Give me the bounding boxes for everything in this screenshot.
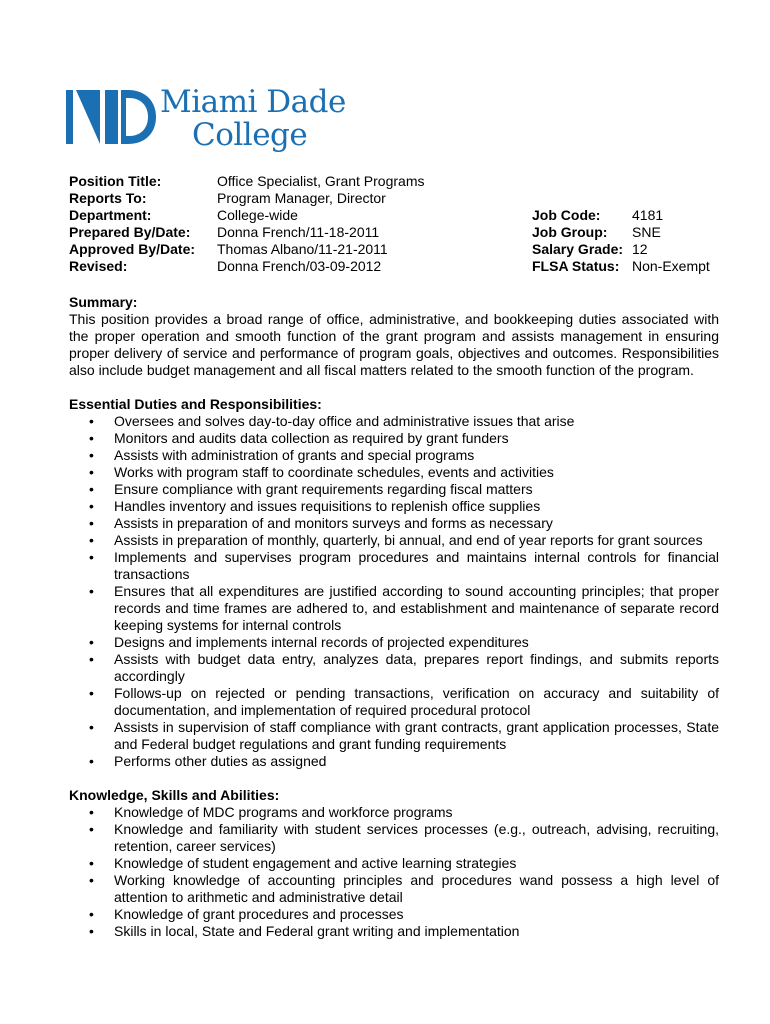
list-item: • Assists in preparation of monthly, quarterly, bi annual, and end of year reports for grant sources: [69, 532, 719, 549]
logo-line-2: College: [192, 117, 308, 153]
list-item: • Knowledge of MDC programs and workforce programs: [69, 804, 719, 821]
meta-value: Thomas Albano/11-21-2011: [217, 241, 388, 257]
ksa-list: [69, 804, 719, 940]
meta-label: Reports To:: [69, 190, 147, 206]
meta-row: [69, 241, 424, 258]
list-item: • Assists in preparation of and monitors surveys and forms as necessary: [69, 515, 719, 532]
list-item: • Knowledge and familiarity with student services processes (e.g., outreach, advising, recruiting, retention, career services): [69, 821, 719, 855]
list-item: • Working knowledge of accounting principles and procedures wand possess a high level of attention to arithmetic and administrative detail: [69, 872, 719, 906]
meta-label: Position Title:: [69, 173, 162, 189]
meta-row: [69, 190, 424, 207]
meta-label: Job Code:: [532, 207, 601, 223]
document-body: [69, 294, 719, 940]
list-item: • Oversees and solves day-to-day office and administrative issues that arise: [69, 413, 719, 430]
meta-row: [532, 241, 710, 258]
meta-row: [532, 207, 710, 224]
list-item: • Skills in local, State and Federal grant writing and implementation: [69, 923, 719, 940]
meta-value: Donna French/11-18-2011: [217, 224, 380, 240]
summary-heading: Summary:: [69, 294, 138, 310]
meta-row: [69, 258, 424, 275]
list-item: • Performs other duties as assigned: [69, 753, 719, 770]
duties-heading: Essential Duties and Responsibilities:: [69, 396, 322, 412]
job-details-right: [532, 207, 710, 275]
duties-list: [69, 413, 719, 770]
logo-line-1: Miami Dade: [160, 84, 346, 120]
md-logo-mark-icon: [66, 86, 156, 148]
meta-value: SNE: [632, 224, 661, 240]
meta-row: [69, 173, 424, 190]
meta-row: [69, 224, 424, 241]
list-item: • Implements and supervises program procedures and maintains internal controls for financial transactions: [69, 549, 719, 583]
meta-row: [69, 207, 424, 224]
meta-label: FLSA Status:: [532, 258, 620, 274]
meta-label: Salary Grade:: [532, 241, 624, 257]
meta-value: Office Specialist, Grant Programs: [217, 173, 425, 189]
meta-row: [532, 224, 710, 241]
list-item: • Knowledge of student engagement and active learning strategies: [69, 855, 719, 872]
list-item: • Ensure compliance with grant requirements regarding fiscal matters: [69, 481, 719, 498]
meta-label: Job Group:: [532, 224, 608, 240]
meta-value: 4181: [632, 207, 664, 223]
list-item: • Follows-up on rejected or pending transactions, verification on accuracy and suitability of documentation, and implementation of required procedural protocol: [69, 685, 719, 719]
list-item: • Works with program staff to coordinate schedules, events and activities: [69, 464, 719, 481]
meta-row: [532, 258, 710, 275]
list-item: • Handles inventory and issues requisitions to replenish office supplies: [69, 498, 719, 515]
job-details-left: [69, 173, 424, 275]
list-item: • Monitors and audits data collection as required by grant funders: [69, 430, 719, 447]
meta-label: Approved By/Date:: [69, 241, 196, 257]
meta-label: Department:: [69, 207, 152, 223]
list-item: • Designs and implements internal records of projected expenditures: [69, 634, 719, 651]
meta-value: Program Manager, Director: [217, 190, 386, 206]
list-item: • Assists with budget data entry, analyzes data, prepares report findings, and submits reports accordingly: [69, 651, 719, 685]
meta-value: 12: [632, 241, 648, 257]
meta-value: College-wide: [217, 207, 298, 223]
meta-value: Non-Exempt: [632, 258, 710, 274]
logo-wordmark: [160, 86, 346, 152]
list-item: • Assists in supervision of staff compliance with grant contracts, grant application processes, State and Federal budget regulations and grant funding requirements: [69, 719, 719, 753]
ksa-heading: Knowledge, Skills and Abilities:: [69, 787, 280, 803]
list-item: • Knowledge of grant procedures and processes: [69, 906, 719, 923]
meta-label: Prepared By/Date:: [69, 224, 191, 240]
college-logo: [66, 86, 356, 158]
summary-text: This position provides a broad range of office, administrative, and bookkeeping duties associated with the proper operation and smooth function of the grant program and assists management in ensuring proper delivery of service and performance of program goals, objectives and outcomes. Responsibilities also include budget management and all fiscal matters related to the smooth function of the program.: [69, 311, 719, 378]
list-item: • Assists with administration of grants and special programs: [69, 447, 719, 464]
list-item: • Ensures that all expenditures are justified according to sound accounting principles; that proper records and time frames are adhered to, and establishment and maintenance of separate record keeping systems for internal controls: [69, 583, 719, 634]
meta-value: Donna French/03-09-2012: [217, 258, 382, 274]
meta-label: Revised:: [69, 258, 128, 274]
